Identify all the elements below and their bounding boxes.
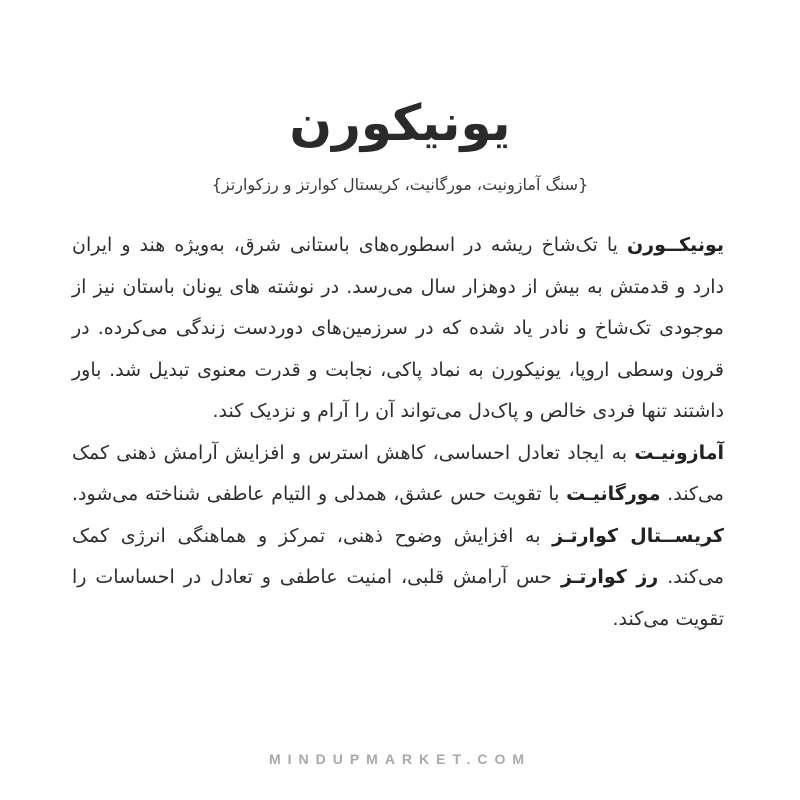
page-subtitle: {سنگ آمازونیت، مورگانیت، کریستال کوارتز و رزکوارتز} xyxy=(211,175,589,194)
page-title: یونیکورن xyxy=(289,94,511,152)
history-paragraph xyxy=(72,225,724,433)
history-text: یا تک‌شاخ ریشه در اسطوره‌های باستانی شرق، به‌ویژه هند و ایران دارد و قدمتش به بیش از دوهزار سال می‌رسد. در نوشته های یونان باستان نیز از موجودی تک‌شاخ و نادر یاد شده که در سرزمین‌های دوردست زندگی می‌کرده. در قرون وسطی اروپا، یونیکورن به نماد پاکی، نجابت و قدرت معنوی تبدیل شد. باور داشتند تنها فردی خالص و پاک‌دل می‌تواند آن را آرام و نزدیک کند. xyxy=(72,234,724,422)
term-quartz-crystal: کریســتال کوارتـز xyxy=(552,524,724,547)
stones-paragraph xyxy=(72,433,724,641)
quartz-text: به افزایش وضوح ذهنی، تمرکز و هماهنگی انرژی کمک می‌کند. xyxy=(72,524,724,588)
term-morganite: مورگانیـت xyxy=(566,483,661,505)
term-unicorn: یونیکــورن xyxy=(626,234,724,256)
article-body xyxy=(72,225,724,640)
term-rose-quartz: رز کوارتـز xyxy=(560,566,659,588)
morganite-text: با تقویت حس عشق، همدلی و التیام عاطفی شناخته می‌شود. xyxy=(72,483,567,505)
site-footer-url: MINDUPMARKET.COM xyxy=(268,751,532,767)
amazonite-text: به ایجاد تعادل احساسی، کاهش استرس و افزایش آرامش ذهنی کمک می‌کند. xyxy=(72,441,724,505)
term-amazonite: آمازونیـت xyxy=(634,441,724,464)
rose-quartz-text: حس آرامش قلبی، امنیت عاطفی و تعادل در احساسات را تقویت می‌کند. xyxy=(72,566,724,630)
